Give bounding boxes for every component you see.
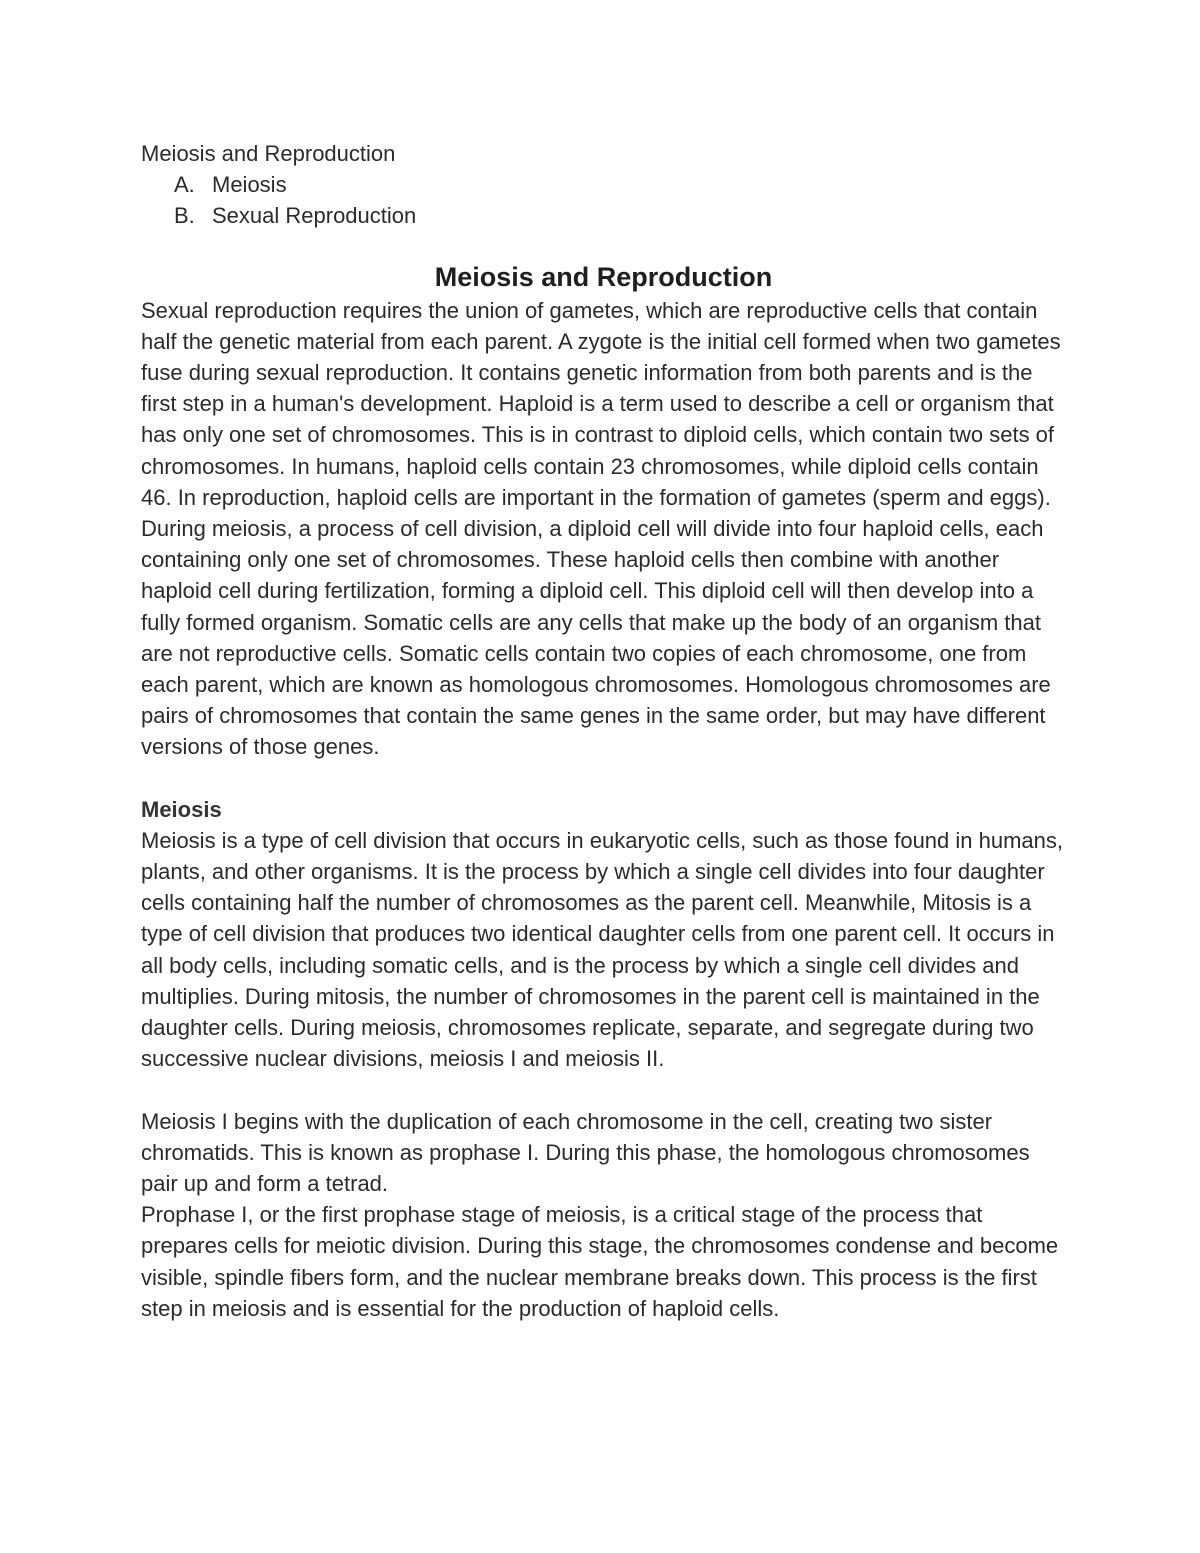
meiosis-paragraph-2: Meiosis I begins with the duplication of each chromosome in the cell, creating two sister chromatids. This is known as prophase I. During this phase, the homologous chromosomes pair up and form a tetrad. [141, 1108, 1030, 1197]
document-title: Meiosis and Reproduction [434, 261, 773, 292]
outline-item-label: Meiosis [212, 172, 287, 198]
outline-item-meiosis [141, 169, 1066, 200]
outline-item-label: Sexual Reproduction [212, 203, 417, 229]
meiosis-paragraph-1: Meiosis is a type of cell division that occurs in eukaryotic cells, such as those found in humans, plants, and other organisms. It is the process by which a single cell divides into four daughter cells containing half the number of chromosomes as the parent cell. Meanwhile, Mitosis is a type of cell division that produces two identical daughter cells from one parent cell. It occurs in all body cells, including somatic cells, and is the process by which a single cell divides and multiplies. During mitosis, the number of chromosomes in the parent cell is maintained in the daughter cells. During meiosis, chromosomes replicate, separate, and segregate during two successive nuclear divisions, meiosis I and meiosis II. [141, 827, 1064, 1072]
outline-item-letter: B. [174, 203, 195, 229]
section-heading-meiosis: Meiosis [141, 796, 222, 822]
outline-item-sexual-reproduction [141, 200, 1066, 231]
meiosis-paragraph-3: Prophase I, or the first prophase stage of meiosis, is a critical stage of the process that prepares cells for meiotic division. During this stage, the chromosomes condense and become visible, spindle fibers form, and the nuclear membrane breaks down. This process is the first step in meiosis and is essential for the production of haploid cells. [141, 1202, 1059, 1321]
intro-paragraph: Sexual reproduction requires the union of gametes, which are reproductive cells that contain half the genetic material from each parent. A zygote is the initial cell formed when two gametes fuse during sexual reproduction. It contains genetic information from both parents and is the first step in a human's development. Haploid is a term used to describe a cell or organism that has only one set of chromosomes. This is in contrast to diploid cells, which contain two sets of chromosomes. In humans, haploid cells contain 23 chromosomes, while diploid cells contain 46. In reproduction, haploid cells are important in the formation of gametes (sperm and eggs). During meiosis, a process of cell division, a diploid cell will divide into four haploid cells, each containing only one set of chromosomes. These haploid cells then combine with another haploid cell during fertilization, forming a diploid cell. This diploid cell will then develop into a fully formed organism. Somatic cells are any cells that make up the body of an organism that are not reproductive cells. Somatic cells contain two copies of each chromosome, one from each parent, which are known as homologous chromosomes. Homologous chromosomes are pairs of chromosomes that contain the same genes in the same order, but may have different versions of those genes. [141, 297, 1061, 760]
outline-list [141, 169, 1066, 231]
outline-item-letter: A. [174, 172, 195, 198]
paragraph-spacer [141, 1074, 1066, 1105]
outline-title: Meiosis and Reproduction [141, 141, 396, 166]
document-page [141, 138, 1066, 1324]
